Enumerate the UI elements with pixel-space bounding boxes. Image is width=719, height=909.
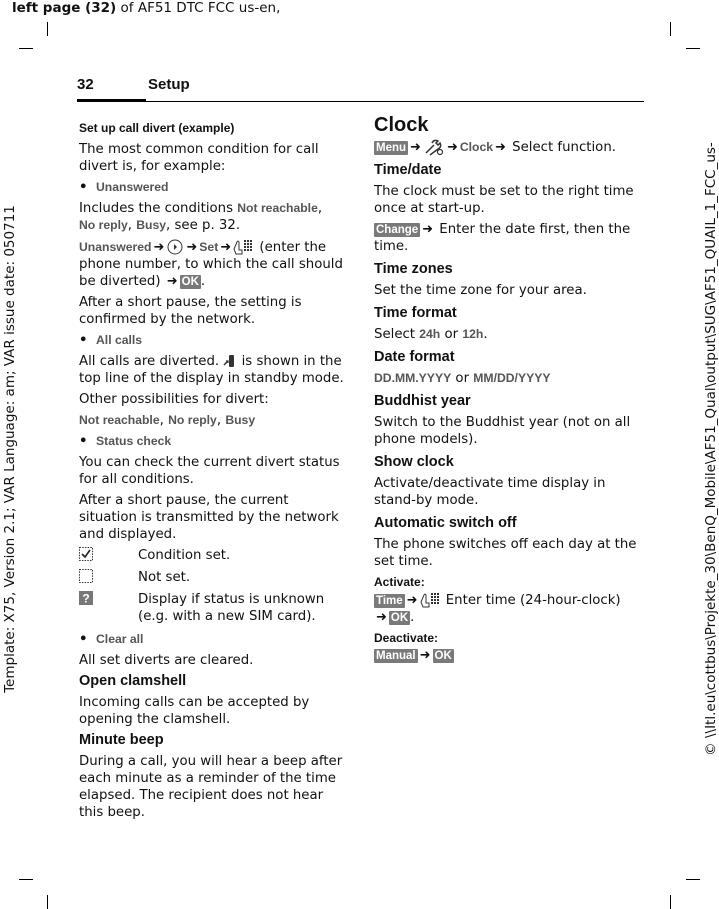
text-run: Enter time (24-hour-clock) xyxy=(441,593,621,608)
text-run: Enter the date first, then the time. xyxy=(374,222,631,254)
other-possibilities-text: Other possibilities for divert: xyxy=(79,392,269,407)
status-row-unknown xyxy=(79,591,347,625)
activate-label: Activate: xyxy=(374,575,425,589)
menu-term-unanswered: Unanswered xyxy=(79,240,152,254)
text-run: , xyxy=(127,218,137,233)
menu-term-12h: 12h xyxy=(462,327,484,341)
text-run: (enter the phone number, to which the call should be diverted) xyxy=(79,240,343,289)
status-set-text: Condition set. xyxy=(138,548,231,563)
ok-key: OK xyxy=(434,650,452,662)
arrow-icon: ➜ xyxy=(410,140,421,155)
other-options xyxy=(79,412,347,429)
open-clamshell-text: Incoming calls can be accepted by opening the clamshell. xyxy=(79,695,310,727)
arrow-icon: ➜ xyxy=(406,593,418,608)
status-unknown-text: Display if status is unknown (e.g. with a new SIM card). xyxy=(138,592,325,624)
arrow-icon: ➜ xyxy=(446,140,458,155)
bullet-all-calls xyxy=(79,332,347,349)
bullet-dot: • xyxy=(79,632,88,647)
status-not-set-text: Not set. xyxy=(138,570,191,585)
bullet-dot: • xyxy=(79,333,88,348)
heading-time-date: Time/date xyxy=(374,162,442,178)
text-run: or xyxy=(440,327,463,342)
menu-term-not-reachable: Not reachable xyxy=(237,201,318,215)
bullet-clear-all xyxy=(79,631,347,648)
text-run: . xyxy=(200,274,206,289)
ok-key: OK xyxy=(390,612,409,624)
change-key: Change xyxy=(376,224,419,236)
heading-time-zones: Time zones xyxy=(374,261,453,277)
minute-beep-text: During a call, you will hear a beep after each minute as a reminder of the time elapsed. The recipient does not hear this beep. xyxy=(79,754,343,820)
menu-term-busy: Busy xyxy=(225,413,256,427)
buddhist-year-text: Switch to the Buddhist year (not on all phone models). xyxy=(374,415,631,447)
manual-key: Manual xyxy=(376,650,416,662)
crop-mark xyxy=(670,22,671,36)
text-run: , xyxy=(216,413,226,428)
heading-show-clock: Show clock xyxy=(374,454,454,470)
page-number: 32 xyxy=(77,76,94,93)
heading-buddhist-year: Buddhist year xyxy=(374,393,471,409)
heading-open-clamshell: Open clamshell xyxy=(79,673,187,689)
navigation-key-icon xyxy=(166,239,184,255)
menu-term-24h: 24h xyxy=(419,327,441,341)
crop-mark xyxy=(47,22,48,36)
crop-mark xyxy=(19,879,33,880)
arrow-icon: ➜ xyxy=(153,240,165,255)
crop-mark xyxy=(47,895,48,909)
text-run: Select xyxy=(374,327,420,342)
wrench-icon xyxy=(423,138,445,156)
checkbox-empty-icon xyxy=(79,569,138,588)
menu-term-set: Set xyxy=(199,240,219,254)
crop-mark xyxy=(686,879,700,880)
menu-term-all-calls: All calls xyxy=(96,333,143,347)
arrow-icon: ➜ xyxy=(220,240,232,255)
crop-mark xyxy=(19,48,33,49)
menu-term-busy: Busy xyxy=(136,218,167,232)
menu-key: Menu xyxy=(376,142,407,154)
text-run: . xyxy=(483,327,488,342)
text-run: . xyxy=(410,610,415,625)
heading-time-format: Time format xyxy=(374,305,457,321)
heading-date-format: Date format xyxy=(374,349,455,365)
divert-icon xyxy=(223,353,237,369)
menu-term-clear-all: Clear all xyxy=(96,632,144,646)
text-run: is shown in the top line of the display in standby mode. xyxy=(79,354,344,386)
ok-key: OK xyxy=(181,276,199,288)
text-run: All calls are diverted. xyxy=(79,354,224,369)
right-column xyxy=(374,114,642,668)
left-column xyxy=(79,120,347,825)
menu-term-unanswered: Unanswered xyxy=(96,180,169,194)
menu-term-no-reply: No reply xyxy=(79,218,128,232)
status-after-text: After a short pause, the current situation is transmitted by the network and displayed. xyxy=(79,493,339,542)
question-icon xyxy=(79,591,138,625)
crop-mark xyxy=(670,895,671,909)
auto-off-text: The phone switches off each day at the set time. xyxy=(374,537,637,569)
unanswered-steps xyxy=(79,238,347,290)
time-key: Time xyxy=(376,595,403,607)
bullet-dot: • xyxy=(79,434,88,449)
time-zones-text: Set the time zone for your area. xyxy=(374,283,587,298)
heading-minute-beep: Minute beep xyxy=(79,732,164,748)
arrow-icon: ➜ xyxy=(419,648,431,663)
unanswered-conditions-text xyxy=(79,200,347,234)
time-format-text xyxy=(374,326,642,343)
text-run: or xyxy=(451,371,474,386)
crop-mark xyxy=(686,48,700,49)
text-run: , xyxy=(317,201,323,216)
document-source-header xyxy=(12,0,280,16)
deactivate-label: Deactivate: xyxy=(374,631,439,645)
menu-term-ddmmyyyy: DD.MM.YYYY xyxy=(374,371,452,385)
menu-term-clock: Clock xyxy=(459,140,494,154)
all-calls-text xyxy=(79,353,347,387)
heading-clock: Clock xyxy=(374,114,429,136)
time-date-text: The clock must be set to the right time once at start-up. xyxy=(374,184,634,216)
menu-term-status-check: Status check xyxy=(96,434,172,448)
text-run: , see p. 32. xyxy=(166,218,241,233)
status-check-text: You can check the current divert status for all conditions. xyxy=(79,455,340,487)
menu-term-not-reachable: Not reachable xyxy=(79,413,160,427)
checkbox-checked-icon xyxy=(79,547,138,566)
source-doc-label: of AF51 DTC FCC us-en, xyxy=(116,0,281,16)
arrow-icon: ➜ xyxy=(186,240,198,255)
bullet-status-check xyxy=(79,433,347,450)
template-info-vertical: Template: X75, Version 2.1; VAR Language: am; VAR issue date: 050711 xyxy=(2,205,18,693)
svg-text:?: ? xyxy=(82,591,90,605)
arrow-icon: ➜ xyxy=(376,610,387,625)
deactivate-steps xyxy=(374,647,642,664)
header-rule xyxy=(77,101,644,102)
source-page-label: left page (32) xyxy=(12,0,117,16)
keypad-icon xyxy=(233,238,255,256)
subheading-call-divert: Set up call divert (example) xyxy=(79,121,235,135)
keypad-icon xyxy=(420,591,442,609)
clock-nav xyxy=(374,138,642,156)
intro-text: The most common condition for call divert is, for example: xyxy=(79,142,319,174)
text-run: Includes the conditions xyxy=(79,201,238,216)
section-title: Setup xyxy=(148,76,190,93)
text-run: , xyxy=(159,413,169,428)
date-format-text xyxy=(374,370,642,387)
status-row-not-set xyxy=(79,569,347,588)
menu-term-no-reply: No reply xyxy=(168,413,217,427)
text-run: Select function. xyxy=(507,140,616,155)
clear-all-text: All set diverts are cleared. xyxy=(79,653,254,668)
time-date-steps xyxy=(374,221,642,255)
file-path-vertical: © \\Itl.eu\cottbus\Projekte_30\BenQ_Mobile\AF51_Qual\output\SUG\AF51_QUAIL_1_FCC_us- xyxy=(703,142,719,756)
after-pause-text: After a short pause, the setting is confirmed by the network. xyxy=(79,295,302,327)
bullet-unanswered xyxy=(79,179,347,196)
show-clock-text: Activate/deactivate time display in stand-by mode. xyxy=(374,476,606,508)
arrow-icon: ➜ xyxy=(422,222,434,237)
arrow-icon: ➜ xyxy=(495,140,506,155)
menu-term-mmddyyyy: MM/DD/YYYY xyxy=(473,371,551,385)
activate-steps xyxy=(374,591,642,626)
bullet-dot: • xyxy=(79,180,88,195)
heading-auto-switch-off: Automatic switch off xyxy=(374,515,517,531)
arrow-icon: ➜ xyxy=(166,274,178,289)
status-row-set xyxy=(79,547,347,566)
